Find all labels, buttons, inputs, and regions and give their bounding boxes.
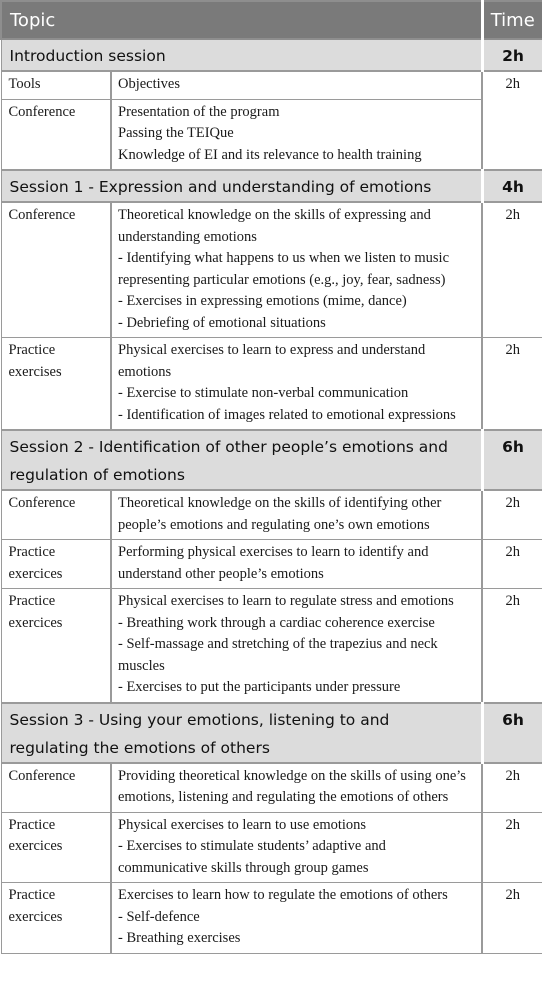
tool-cell	[1, 589, 111, 703]
header-topic: Topic	[1, 1, 482, 39]
objective-line: Physical exercises to learn to use emotions	[118, 816, 367, 833]
objectives-cell	[111, 883, 482, 954]
objectives-cell	[111, 99, 482, 170]
tool-label: Practice	[8, 593, 56, 609]
objectives-cell	[111, 338, 482, 431]
duration-cell: 2h	[482, 589, 542, 703]
tool-label: Conference	[8, 495, 76, 511]
objectives-cell	[111, 490, 482, 540]
tool-label: Practice	[8, 342, 56, 358]
duration-cell: 2h	[482, 540, 542, 589]
objective-line: Theoretical knowledge on the skills of identifying other people’s emotions and regulating one’s own emotions	[118, 495, 442, 533]
tool-label: exercices	[8, 838, 63, 854]
program-table-body	[1, 1, 542, 953]
tool-label: Conference	[8, 103, 76, 120]
table-row	[1, 589, 542, 703]
header-time: Time	[482, 1, 542, 39]
tool-label: exercices	[8, 908, 63, 925]
table-row	[1, 71, 542, 99]
duration-cell: 2h	[482, 883, 542, 954]
objective-line: - Breathing work through a cardiac coherence exercise	[118, 614, 435, 631]
session-header-row	[1, 170, 542, 202]
table-row	[1, 883, 542, 954]
tool-label: Practice	[8, 544, 56, 560]
duration-cell: 2h	[482, 338, 542, 431]
tool-label: exercices	[8, 565, 63, 582]
objective-line: Passing the TEIQue	[118, 125, 234, 141]
objectives-cell	[111, 763, 482, 813]
session-title: Introduction session	[1, 39, 482, 71]
objective-line: - Self-defence	[118, 908, 200, 925]
table-row	[1, 202, 542, 338]
tool-cell	[1, 338, 111, 431]
tool-label: exercices	[8, 614, 63, 631]
objective-line: - Debriefing of emotional situations	[118, 314, 326, 331]
objective-line: Physical exercises to learn to express and understand emotions	[118, 342, 426, 380]
duration-cell: 2h	[482, 490, 542, 540]
tool-label: exercises	[8, 363, 62, 380]
session-title: Session 3 - Using your emotions, listening to and regulating the emotions of others	[1, 703, 482, 763]
duration-cell: 2h	[482, 812, 542, 883]
tool-cell	[1, 883, 111, 954]
objective-line: Knowledge of EI and its relevance to health training	[118, 146, 422, 163]
table-row	[1, 338, 542, 431]
table-header-row	[1, 1, 542, 39]
tool-label: Practice	[8, 816, 56, 833]
tool-cell	[1, 71, 111, 99]
objective-line: - Identifying what happens to us when we listen to music representing particular emotions (e.g., joy, fear, sadness)	[118, 250, 450, 288]
objective-line: Objectives	[118, 76, 181, 92]
objective-line: Providing theoretical knowledge on the skills of using one’s emotions, listening and regulating the emotions of others	[118, 767, 466, 805]
table-row	[1, 540, 542, 589]
table-row	[1, 490, 542, 540]
session-time: 6h	[482, 703, 542, 763]
objective-line: - Exercises in expressing emotions (mime, dance)	[118, 293, 407, 309]
tool-cell	[1, 763, 111, 813]
duration-cell: 2h	[482, 763, 542, 813]
tool-cell	[1, 812, 111, 883]
objective-line: - Exercises to put the participants under pressure	[118, 679, 401, 695]
tool-label: Conference	[8, 767, 76, 784]
objective-line: Theoretical knowledge on the skills of expressing and understanding emotions	[118, 207, 431, 245]
session-header-row	[1, 39, 542, 71]
objectives-cell	[111, 812, 482, 883]
session-time: 4h	[482, 170, 542, 202]
objective-line: - Exercise to stimulate non-verbal communication	[118, 385, 409, 401]
objective-line: Performing physical exercises to learn to identify and understand other people’s emotions	[118, 544, 429, 582]
objective-line: - Exercises to stimulate students’ adaptive and communicative skills through group games	[118, 838, 386, 876]
tool-label: Conference	[8, 207, 76, 223]
tool-cell	[1, 99, 111, 170]
objective-line: - Self-massage and stretching of the trapezius and neck muscles	[118, 636, 438, 674]
session-header-row	[1, 703, 542, 763]
objectives-cell	[111, 202, 482, 338]
session-title: Session 2 - Identification of other people’s emotions and regulation of emotions	[1, 430, 482, 490]
session-header-row	[1, 430, 542, 490]
tool-label: Practice	[8, 887, 56, 903]
objective-line: Exercises to learn how to regulate the emotions of others	[118, 887, 448, 903]
session-title: Session 1 - Expression and understanding of emotions	[1, 170, 482, 202]
objective-line: Physical exercises to learn to regulate stress and emotions	[118, 593, 454, 609]
objective-line: - Identification of images related to emotional expressions	[118, 406, 456, 423]
table-row	[1, 99, 542, 170]
objective-line: - Breathing exercises	[118, 930, 241, 946]
table-row	[1, 812, 542, 883]
session-time: 2h	[482, 39, 542, 71]
tool-label: Tools	[8, 76, 41, 92]
tool-cell	[1, 540, 111, 589]
session-time: 6h	[482, 430, 542, 490]
objectives-cell	[111, 589, 482, 703]
objective-line: Presentation of the program	[118, 103, 280, 120]
objectives-cell	[111, 71, 482, 99]
duration-cell: 2h	[482, 71, 542, 170]
objectives-cell	[111, 540, 482, 589]
tool-cell	[1, 490, 111, 540]
table-row	[1, 763, 542, 813]
tool-cell	[1, 202, 111, 338]
duration-cell: 2h	[482, 202, 542, 338]
